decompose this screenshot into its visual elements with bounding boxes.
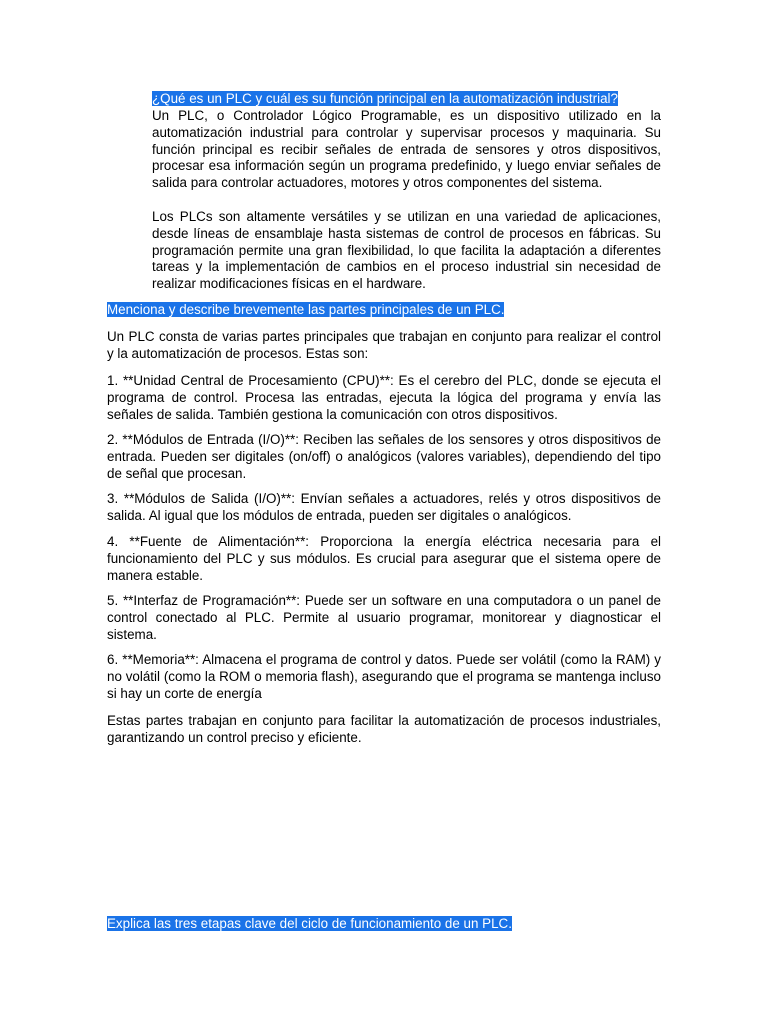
- list-item-cpu: 1. **Unidad Central de Procesamiento (CPU)**: Es el cerebro del PLC, donde se ejecuta el programa de control. Procesa las entradas, ejecuta la lógica del programa y envía las señales de salida. También gestiona la comunicación con otros dispositivos.: [107, 373, 661, 422]
- answer-2-conclusion: Estas partes trabajan en conjunto para facilitar la automatización de procesos industriales, garantizando un control preciso y eficiente.: [107, 713, 661, 745]
- question-1: [152, 91, 661, 108]
- question-1-highlight: ¿Qué es un PLC y cuál es su función principal en la automatización industrial?: [152, 91, 618, 106]
- list-item-output-modules: 3. **Módulos de Salida (I/O)**: Envían señales a actuadores, relés y otros dispositivos de salida. Al igual que los módulos de entrada, pueden ser digitales o analógicos.: [107, 491, 661, 523]
- answer-2-intro: Un PLC consta de varias partes principales que trabajan en conjunto para realizar el control y la automatización de procesos. Estas son:: [107, 329, 661, 361]
- list-item-programming-interface: 5. **Interfaz de Programación**: Puede ser un software en una computadora o un panel de control conectado al PLC. Permite al usuario programar, monitorear y diagnosticar el sistema.: [107, 593, 661, 642]
- list-item-power-supply: 4. **Fuente de Alimentación**: Proporciona la energía eléctrica necesaria para el funcionamiento del PLC y sus módulos. Es crucial para asegurar que el sistema opere de manera estable.: [107, 534, 661, 583]
- list-item-memory: 6. **Memoria**: Almacena el programa de control y datos. Puede ser volátil (como la RAM) y no volátil (como la ROM o memoria flash), asegurando que el programa se mantenga incluso si hay un corte de energía: [107, 652, 661, 701]
- question-3: [107, 916, 661, 933]
- answer-1-paragraph-1: Un PLC, o Controlador Lógico Programable, es un dispositivo utilizado en la automatización industrial para controlar y supervisar procesos y maquinaria. Su función principal es recibir señales de entrada de sensores y otros dispositivos, procesar esa información según un programa predefinido, y luego enviar señales de salida para controlar actuadores, motores y otros componentes del sistema.: [152, 108, 661, 191]
- answer-1-paragraph-2: Los PLCs son altamente versátiles y se utilizan en una variedad de aplicaciones, desde líneas de ensamblaje hasta sistemas de control de procesos en fábricas. Su programación permite una gran flexibilidad, lo que facilita la adaptación a diferentes tareas y la implementación de cambios en el proceso industrial sin necesidad de realizar modificaciones físicas en el hardware.: [152, 209, 661, 292]
- question-2: [107, 302, 661, 319]
- list-item-input-modules: 2. **Módulos de Entrada (I/O)**: Reciben las señales de los sensores y otros dispositivos de entrada. Pueden ser digitales (on/off) o analógicos (valores variables), dependiendo del tipo de señal que procesan.: [107, 432, 661, 481]
- question-3-highlight: Explica las tres etapas clave del ciclo de funcionamiento de un PLC.: [107, 916, 512, 931]
- question-2-highlight: Menciona y describe brevemente las partes principales de un PLC.: [107, 302, 505, 317]
